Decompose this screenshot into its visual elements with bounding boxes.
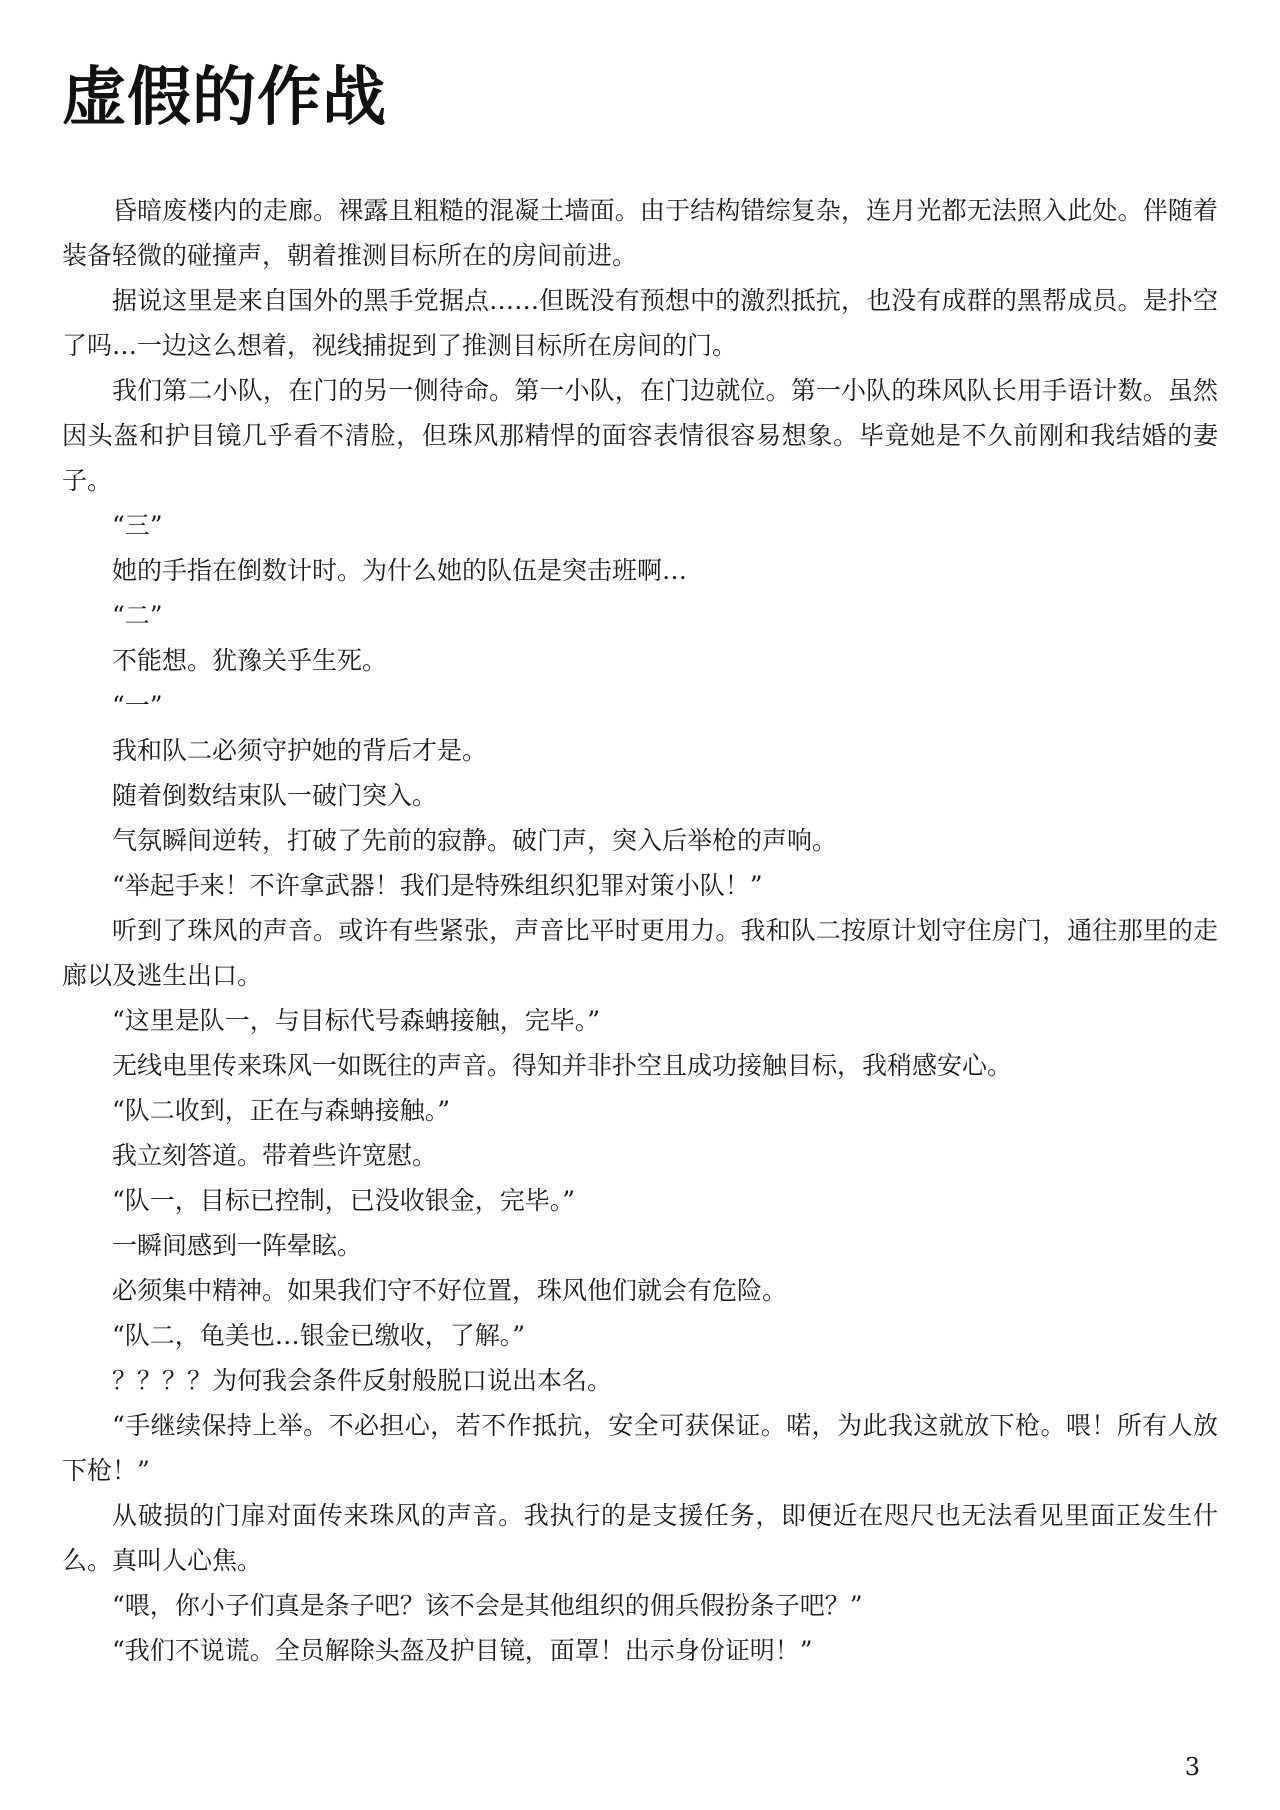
dialogue-line: “队二，龟美也…银金已缴收，了解。” [112,1321,526,1350]
paragraph: 她的手指在倒数计时。为什么她的队伍是突击班啊… [112,556,688,585]
dialogue-line: “一” [112,691,163,720]
dialogue-line: “手继续保持上举。不必担心，若不作抵抗，安全可获保证。喏，为此我这就放下枪。喂！所有人放下枪！” [62,1411,1218,1485]
paragraph: 昏暗废楼内的走廊。裸露且粗糙的混凝土墙面。由于结构错综复杂，连月光都无法照入此处。伴随着装备轻微的碰撞声，朝着推测目标所在的房间前进。 [62,196,1218,270]
dialogue-line: “这里是队一，与目标代号森蚺接触，完毕。” [112,1006,601,1035]
paragraph: ？？？？为何我会条件反射般脱口说出本名。 [112,1366,613,1395]
paragraph: 据说这里是来自国外的黑手党据点……但既没有预想中的激烈抵抗，也没有成群的黑帮成员。是扑空了吗…一边这么想着，视线捕捉到了推测目标所在房间的门。 [62,286,1218,360]
dialogue-line: “队二收到，正在与森蚺接触。” [112,1096,451,1125]
story-body [62,188,1218,1673]
paragraph: 从破损的门扉对面传来珠风的声音。我执行的是支援任务，即便近在咫尺也无法看见里面正发生什么。真叫人心焦。 [62,1501,1218,1575]
paragraph: 听到了珠风的声音。或许有些紧张，声音比平时更用力。我和队二按原计划守住房门，通往那里的走廊以及逃生出口。 [62,916,1218,990]
paragraph: 不能想。犹豫关乎生死。 [112,646,388,675]
paragraph: 随着倒数结束队一破门突入。 [112,781,438,810]
dialogue-line: “举起手来！不许拿武器！我们是特殊组织犯罪对策小队！” [112,871,763,900]
paragraph: 我立刻答道。带着些许宽慰。 [112,1141,438,1170]
paragraph: 气氛瞬间逆转，打破了先前的寂静。破门声，突入后举枪的声响。 [112,826,838,855]
paragraph: 我和队二必须守护她的背后才是。 [112,736,488,765]
dialogue-line: “我们不说谎。全员解除头盔及护目镜，面罩！出示身份证明！” [112,1636,813,1665]
paragraph: 一瞬间感到一阵晕眩。 [112,1231,363,1260]
paragraph: 我们第二小队，在门的另一侧待命。第一小队，在门边就位。第一小队的珠风队长用手语计数。虽然因头盔和护目镜几乎看不清脸，但珠风那精悍的面容表情很容易想象。毕竟她是不久前刚和我结婚的妻子。 [62,376,1218,495]
dialogue-line: “二” [112,601,163,630]
paragraph: 必须集中精神。如果我们守不好位置，珠风他们就会有危险。 [112,1276,788,1305]
chapter-title: 虚假的作战 [62,61,387,135]
page-number: 3 [1184,1753,1200,1781]
dialogue-line: “三” [112,511,163,540]
dialogue-line: “队一，目标已控制，已没收银金，完毕。” [112,1186,576,1215]
dialogue-line: “喂，你小子们真是条子吧？该不会是其他组织的佣兵假扮条子吧？” [112,1591,863,1620]
paragraph: 无线电里传来珠风一如既往的声音。得知并非扑空且成功接触目标，我稍感安心。 [112,1051,1013,1080]
